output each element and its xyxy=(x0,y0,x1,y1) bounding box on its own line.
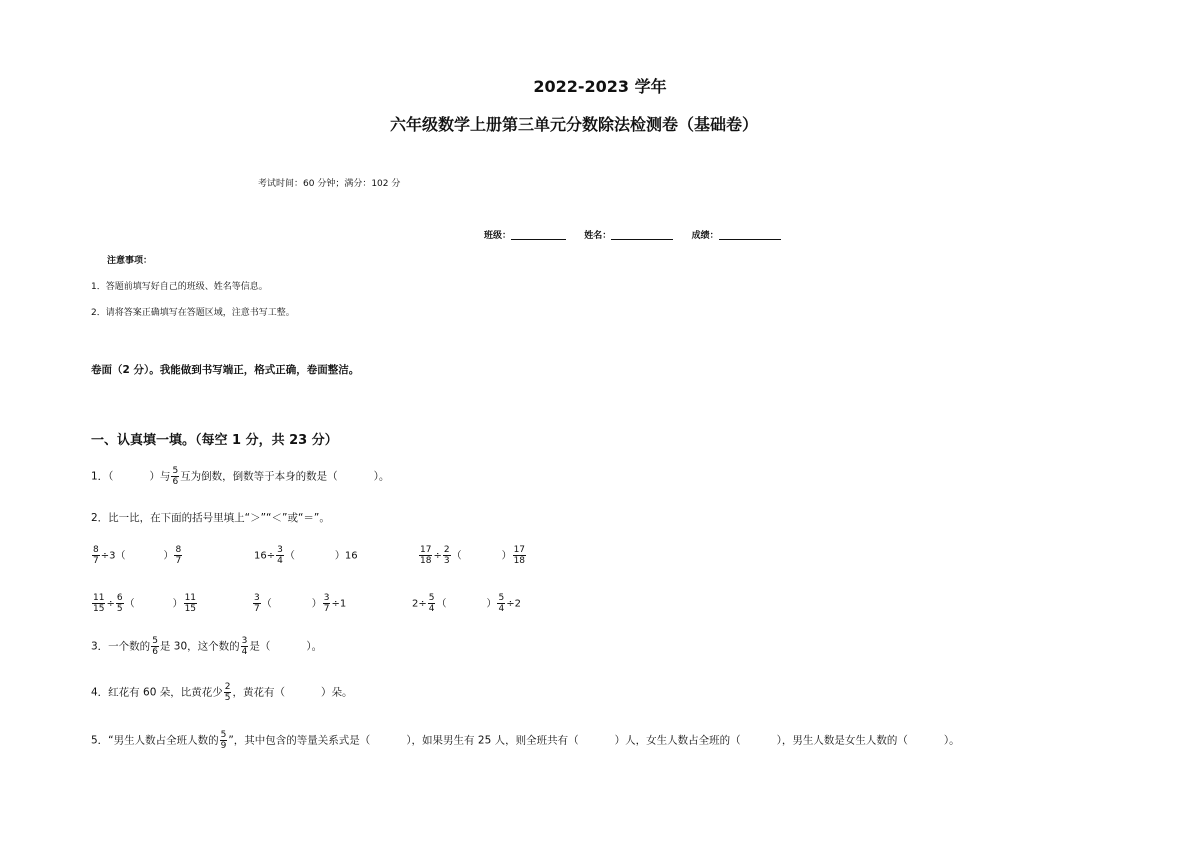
question-5: 5．“男生人数占全班人数的 $\frac{5}{9}$ ”，其中包含的等量关系式是（ ），如果男生有 25 人，则全班共有（ ）人，女生人数占全班的（ ），男生人数是女生人数的（ ）。 xyxy=(91,730,960,751)
compare-2-3: 2÷ $\frac{5}{4}$ （ ） $\frac{5}{4}$ ÷2 xyxy=(412,593,521,614)
notice-title: 注意事项： xyxy=(107,256,153,266)
fraction: $\frac{5}{6}$ xyxy=(172,466,179,487)
notice-item-1: 1．答题前填写好自己的班级、姓名等信息。 xyxy=(91,282,268,292)
question-1: 1．（ ）与 $\frac{5}{6}$ 互为倒数，倒数等于本身的数是（ ）。 xyxy=(91,466,390,487)
exam-info: 考试时间：60 分钟；满分：102 分 xyxy=(258,179,401,189)
student-info xyxy=(484,228,781,241)
compare-1-2: 16÷ $\frac{3}{4}$ （ ）16 xyxy=(254,545,358,566)
score-label: 成绩： xyxy=(691,231,719,241)
name-blank[interactable] xyxy=(611,229,673,240)
exam-year: 2022-2023 学年 xyxy=(533,77,667,96)
compare-1-3: $\frac{17}{18}$ ÷ $\frac{2}{3}$ （ ） $\frac{17}{18}$ xyxy=(420,545,526,566)
class-blank[interactable] xyxy=(511,229,566,240)
question-3: 3．一个数的 $\frac{5}{6}$ 是 30，这个数的 $\frac{3}{4}$ 是（ ）。 xyxy=(91,636,323,657)
question-2: 2．比一比，在下面的括号里填上“＞”“＜”或“＝”。 xyxy=(91,512,330,524)
section-1-heading: 一、认真填一填。（每空 1 分，共 23 分） xyxy=(91,433,338,448)
compare-2-2: $\frac{3}{7}$ （ ） $\frac{3}{7}$ ÷1 xyxy=(254,593,347,614)
notice-item-2: 2．请将答案正确填写在答题区域，注意书写工整。 xyxy=(91,308,295,318)
score-blank[interactable] xyxy=(719,229,781,240)
class-label: 班级： xyxy=(484,231,512,241)
compare-2-1: $\frac{11}{15}$ ÷ $\frac{6}{5}$ （ ） $\frac{11}{15}$ xyxy=(93,593,197,614)
name-label: 姓名： xyxy=(584,231,612,241)
neatness-note: 卷面（2 分）。我能做到书写端正，格式正确，卷面整洁。 xyxy=(91,364,360,376)
exam-title: 六年级数学上册第三单元分数除法检测卷（基础卷） xyxy=(390,115,759,134)
question-4: 4．红花有 60 朵，比黄花少 $\frac{2}{5}$ ，黄花有（ ）朵。 xyxy=(91,682,353,703)
compare-1-1: $\frac{8}{7}$ ÷3（ ） $\frac{8}{7}$ xyxy=(93,545,182,566)
